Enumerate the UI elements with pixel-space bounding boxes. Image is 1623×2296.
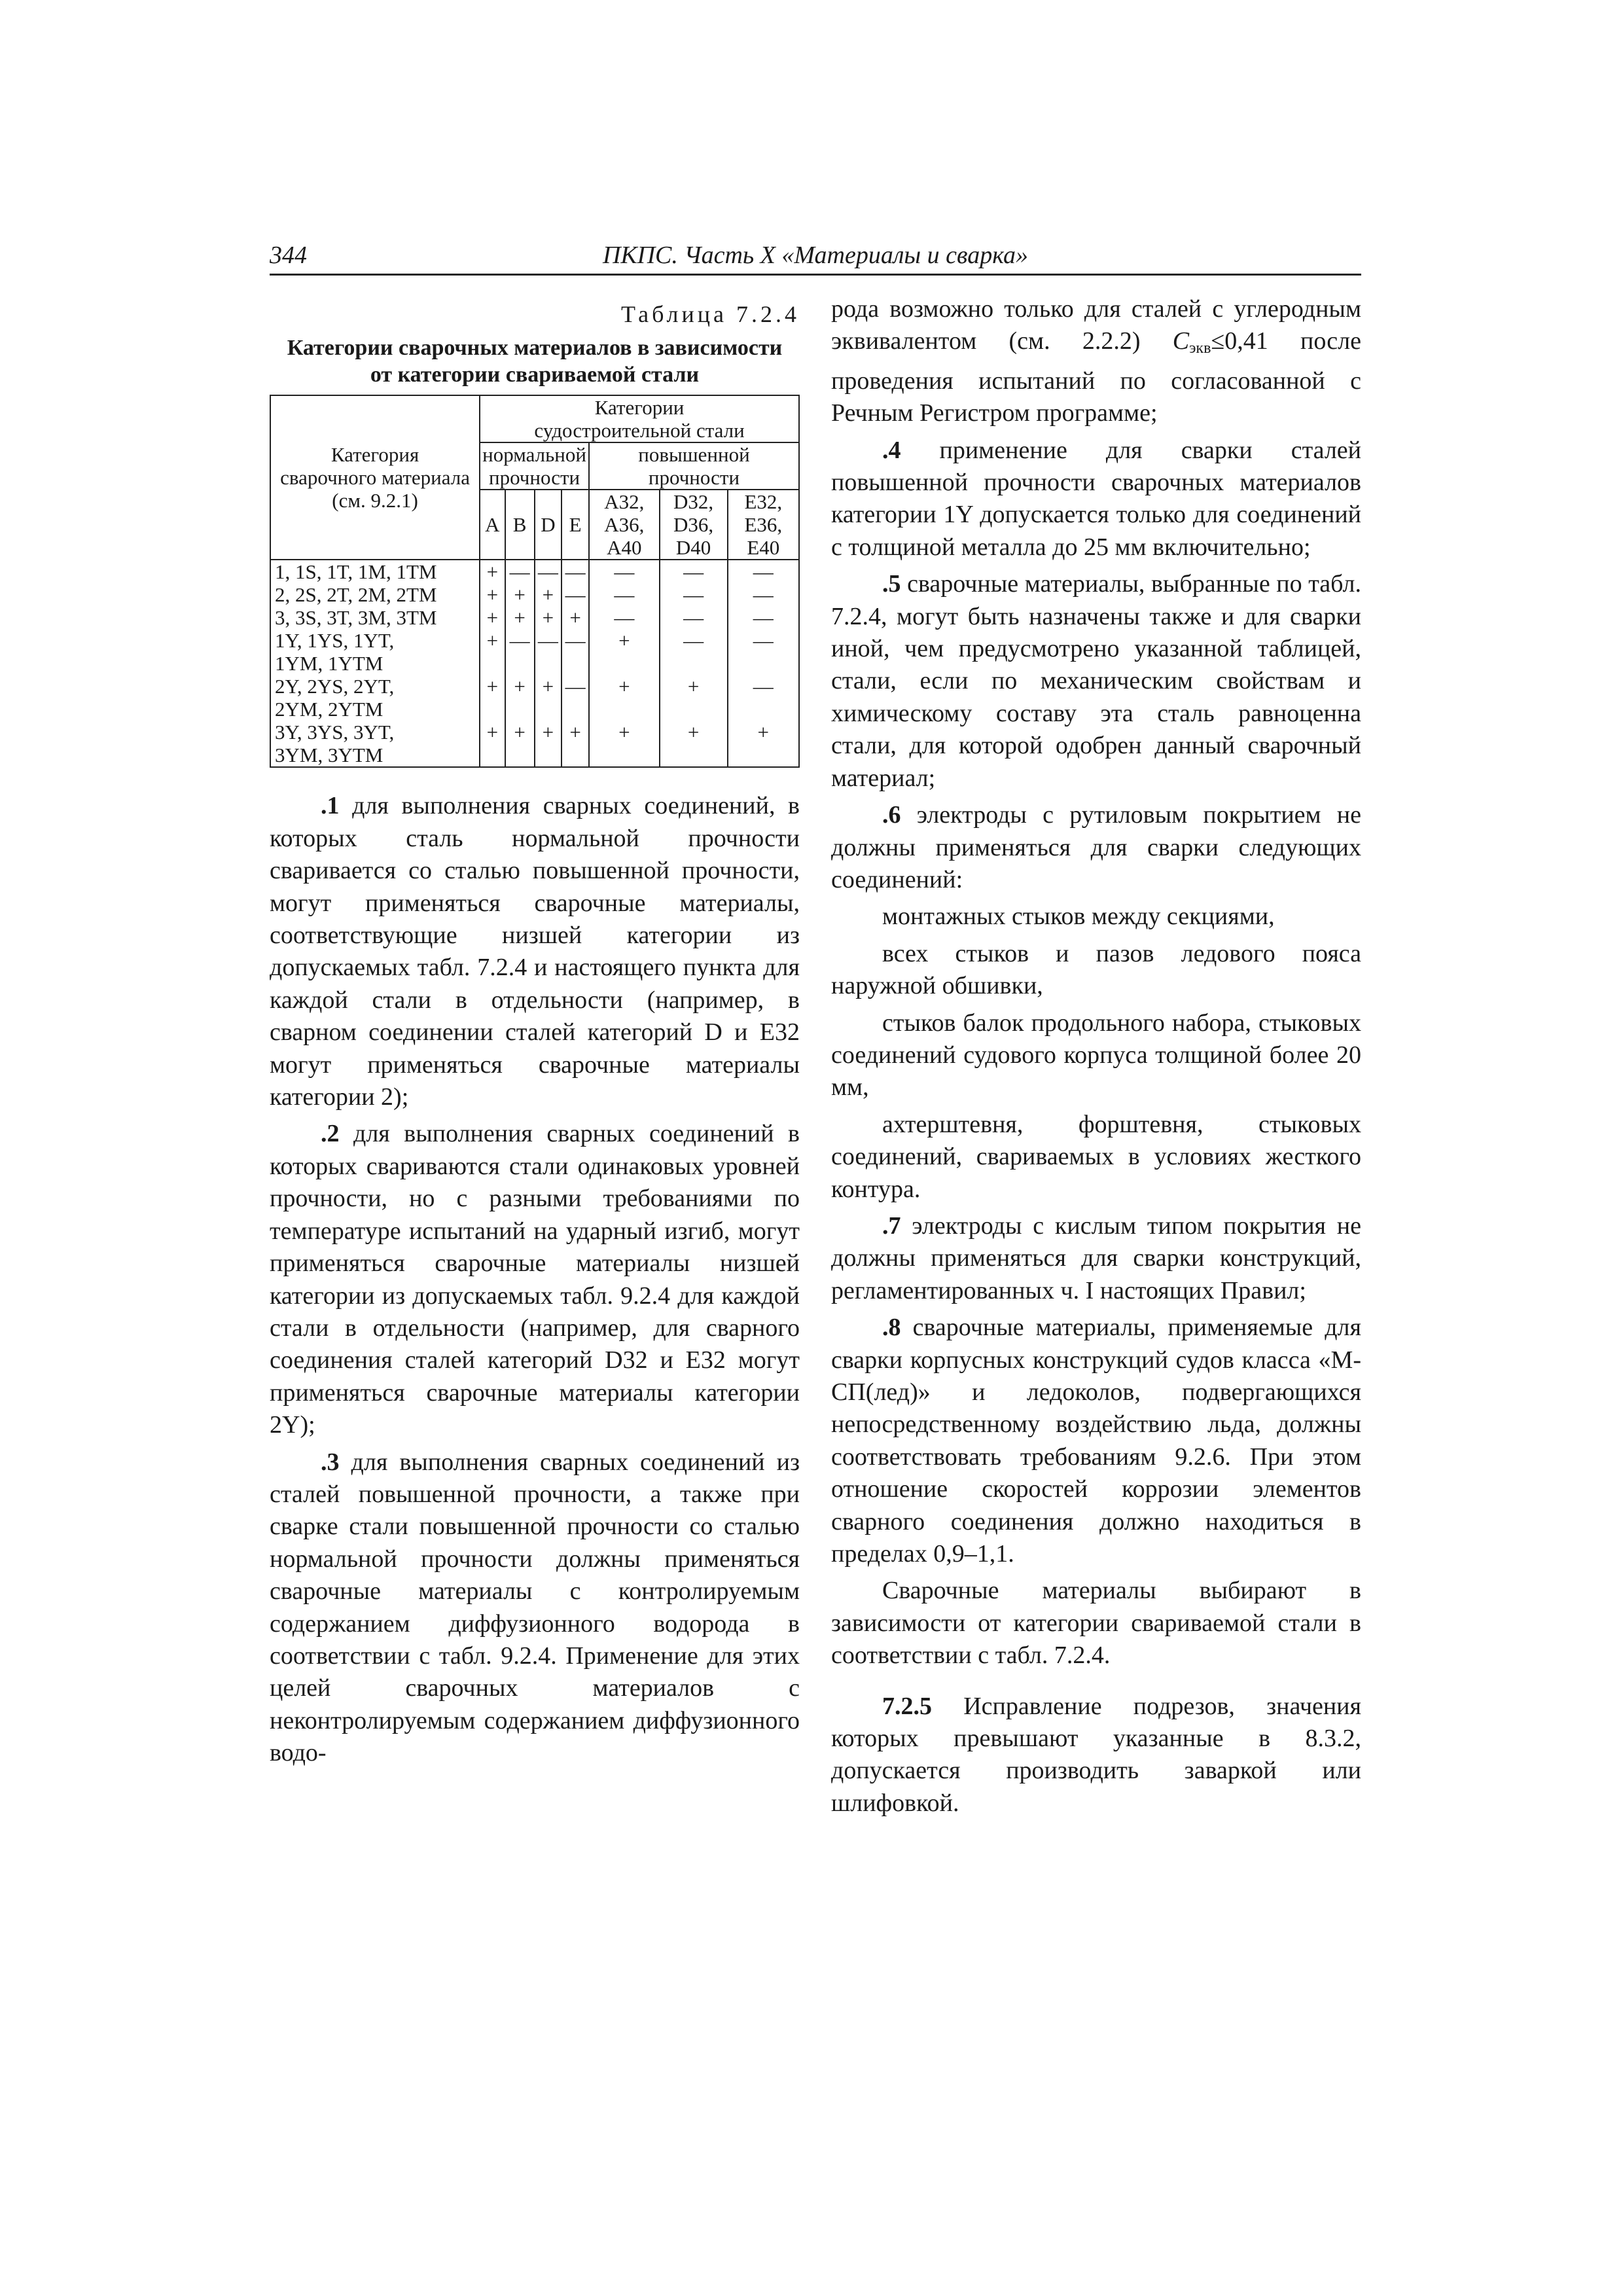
table-cell: + — [660, 675, 728, 721]
header-col-d32: D32, D36, D40 — [660, 490, 728, 560]
header-high-strength: повышенной прочности — [589, 442, 799, 490]
table-cell: + — [562, 721, 589, 767]
row-label: 3, 3S, 3T, 3M, 3TM — [270, 606, 480, 629]
right-column — [831, 293, 1361, 1824]
table-cell: + — [505, 583, 535, 606]
table-cell: + — [535, 606, 562, 629]
table-cell: — — [562, 583, 589, 606]
table-cell: — — [505, 629, 535, 675]
row-label: 1, 1S, 1T, 1M, 1TM — [270, 560, 480, 583]
table-row — [270, 606, 799, 629]
header-col-e: E — [562, 490, 589, 560]
paragraph-7: .7 электроды с кислым типом покрытия не должны применяться для сварки конструкций, регламентированных ч. I настоящих Правил; — [831, 1211, 1361, 1304]
table-cell: — — [660, 606, 728, 629]
paragraph-8: .8 сварочные материалы, применяемые для сварки корпусных конструкций судов класса «М-СП(лед)» и ледоколов, подвергающихся непосредственному воздействию льда, должны соответствовать требованиям 9.2.6. При этом отношение скоростей коррозии элементов сварного соединения должно находиться в пределах 0,9–1,1. — [831, 1314, 1361, 1568]
paragraph-5: .5 сварочные материалы, выбранные по табл. 7.2.4, могут быть назначены также и для сварки иной, чем предусмотрено указанной таблицей, стали, если по механическим свойствам и химическому составу эта сталь равноценна стали, для которой одобрен данный сварочный материал; — [831, 570, 1361, 792]
table-body — [270, 560, 799, 767]
table-cell: + — [589, 721, 660, 767]
left-column — [270, 293, 800, 1774]
table-cell: — — [589, 606, 660, 629]
table-label: Таблица 7.2.4 — [621, 301, 800, 327]
table-cell: — — [589, 583, 660, 606]
paragraph-9: Сварочные материалы выбирают в зависимости от категории свариваемой стали в соответствии с табл. 7.2.4. — [831, 1577, 1361, 1670]
table-cell: + — [480, 606, 505, 629]
category-table — [270, 395, 800, 768]
paragraph-1: .1 для выполнения сварных соединений, в которых сталь нормальной прочности сваривается со сталью повышенной прочности, могут применяться сварочные материалы, соответствующие низшей категории из допускаемых табл. 7.2.4 и настоящего пункта для каждой стали в отдельности (например, в сварном соединении сталей категорий D и E32 могут применяться сварочные материалы категории 2); — [270, 792, 800, 1111]
table-cell: — — [728, 675, 799, 721]
table-cell: + — [480, 675, 505, 721]
header-col-a: A — [480, 490, 505, 560]
table-row — [270, 560, 799, 583]
row-label: 2Y, 2YS, 2YT, 2YM, 2YTM — [270, 675, 480, 721]
table-cell: — — [660, 629, 728, 675]
table-cell: + — [505, 675, 535, 721]
table-cell: — — [728, 560, 799, 583]
table-cell: — — [728, 583, 799, 606]
table-cell: + — [535, 721, 562, 767]
table-cell: + — [589, 675, 660, 721]
row-label: 1Y, 1YS, 1YT, 1YM, 1YTM — [270, 629, 480, 675]
table-cell: + — [505, 721, 535, 767]
table-cell: — — [535, 560, 562, 583]
table-row — [270, 675, 799, 721]
list-item: ахтерштевня, форштевня, стыковых соединений, свариваемых в условиях жесткого контура. — [831, 1110, 1361, 1203]
table-cell: + — [535, 675, 562, 721]
header-col-e32: E32, E36, E40 — [728, 490, 799, 560]
table-row — [270, 721, 799, 767]
table-cell: — — [589, 560, 660, 583]
table-cell: — — [562, 629, 589, 675]
header-steel-category: Категории судостроительной стали — [480, 395, 799, 442]
table-cell: + — [660, 721, 728, 767]
header-col-b: B — [505, 490, 535, 560]
table-cell: + — [589, 629, 660, 675]
header-weld-category: Категория сварочного материала (см. 9.2.1) — [270, 395, 480, 560]
header-normal-strength: нормальной прочности — [480, 442, 589, 490]
table-caption-line2: от категории свариваемой стали — [370, 363, 700, 387]
table-cell: + — [480, 629, 505, 675]
paragraph-2: .2 для выполнения сварных соединений в которых свариваются стали одинаковых уровней прочности, но с разными требованиями по температуре испытаний на ударный изгиб, могут применяться сварочные материалы низшей категории из допускаемых табл. 9.2.4 для каждой стали в отдельности (например, для сварного соединения сталей категорий D32 и E32 могут применяться сварочные материалы категории 2Y); — [270, 1120, 800, 1439]
table-cell: + — [562, 606, 589, 629]
table-row — [270, 583, 799, 606]
paragraph-6: .6 электроды с рутиловым покрытием не должны применяться для сварки следующих соединений: — [831, 801, 1361, 893]
table-cell: + — [480, 721, 505, 767]
paragraph-3: .3 для выполнения сварных соединений из сталей повышенной прочности, а также при сварке стали повышенной прочности со сталью нормальной прочности должны применяться сварочные материалы с контролируемым содержанием диффузионного водорода в соответствии с табл. 9.2.4. Применение для этих целей сварочных материалов с неконтролируемым содержанием диффузионного водо- — [270, 1448, 800, 1767]
table-caption — [270, 334, 800, 388]
header-col-d: D — [535, 490, 562, 560]
table-cell: — — [505, 560, 535, 583]
paragraph-3-continued: рода возможно только для сталей с углеродным эквивалентом (см. 2.2.2) Cэкв≤0,41 после проведения испытаний по согласованной с Речным Регистром программе; — [831, 295, 1361, 427]
row-label: 3Y, 3YS, 3YT, 3YM, 3YTM — [270, 721, 480, 767]
page-header — [270, 237, 1361, 276]
table-cell: + — [505, 606, 535, 629]
table-cell: + — [480, 583, 505, 606]
header-col-a32: A32, A36, A40 — [589, 490, 660, 560]
table-cell: — — [660, 560, 728, 583]
paragraph-4: .4 применение для сварки сталей повышенной прочности сварочных материалов категории 1Y допускается только для соединений с толщиной металла до 25 мм включительно; — [831, 436, 1361, 561]
running-title: ПКПС. Часть X «Материалы и сварка» — [602, 242, 1029, 269]
table-cell: — — [535, 629, 562, 675]
table-caption-line1: Категории сварочных материалов в зависимости — [287, 336, 783, 361]
table-cell: — — [660, 583, 728, 606]
table-cell: — — [728, 606, 799, 629]
list-item: стыков балок продольного набора, стыковых соединений судового корпуса толщиной более 20 мм, — [831, 1009, 1361, 1102]
paragraph-7-2-5: 7.2.5 Исправление подрезов, значения которых превышают указанные в 8.3.2, допускается производить заваркой или шлифовкой. — [831, 1692, 1361, 1817]
table-cell: — — [562, 560, 589, 583]
table-cell: + — [480, 560, 505, 583]
row-label: 2, 2S, 2T, 2M, 2TM — [270, 583, 480, 606]
table-cell: — — [562, 675, 589, 721]
table-cell: + — [728, 721, 799, 767]
page-number: 344 — [270, 242, 307, 269]
list-item: монтажных стыков между секциями, — [882, 903, 1275, 931]
list-item: всех стыков и пазов ледового пояса наружной обшивки, — [831, 939, 1361, 1000]
table-row — [270, 629, 799, 675]
table-cell: — — [728, 629, 799, 675]
table-cell: + — [535, 583, 562, 606]
